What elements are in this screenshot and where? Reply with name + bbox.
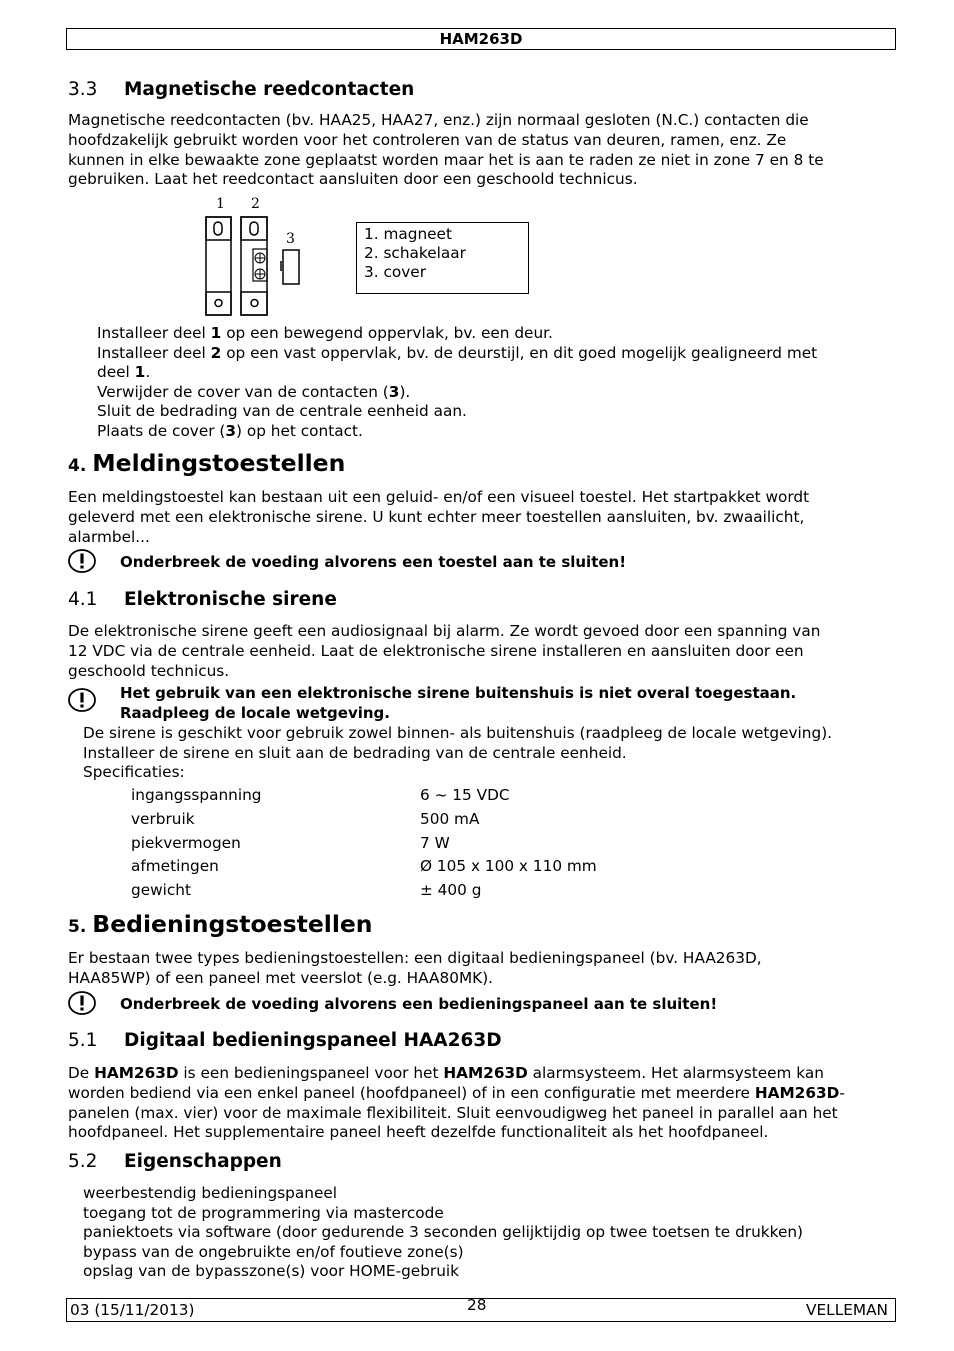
figure-label-3: 3 xyxy=(286,231,295,247)
list-item: weerbestendig bedieningspaneel xyxy=(83,1184,338,1202)
step-text: ). xyxy=(399,382,411,401)
spec-value: 6 ~ 15 VDC xyxy=(420,786,510,804)
list-item: toegang tot de programmering via mastercode xyxy=(83,1203,444,1222)
paragraph-meldingstoestellen xyxy=(68,488,888,547)
step-line xyxy=(97,324,887,344)
text-run: De xyxy=(68,1064,95,1082)
header-title: HAM263D xyxy=(439,30,523,48)
text-line: Een meldingstoestel kan bestaan uit een geluid- en/of een visueel toestel. Het startpakket wordt xyxy=(68,488,810,506)
product-code: HAM263D xyxy=(443,1064,528,1082)
step-line xyxy=(97,383,887,403)
step-text: Sluit de bedrading van de centrale eenheid aan. xyxy=(97,402,467,421)
section-number: 5.1 xyxy=(68,1030,98,1051)
text-line: kunnen in elke bewaakte zone geplaatst worden maar het is aan te raden ze niet in zone 7 en 8 te xyxy=(68,150,824,169)
section-title: Magnetische reedcontacten xyxy=(124,79,415,100)
text-line: De elektronische sirene geeft een audiosignaal bij alarm. Ze wordt gevoed door een spanning van xyxy=(68,622,821,640)
spec-value: ± 400 g xyxy=(420,881,482,899)
sirene-notes xyxy=(83,724,832,783)
section-title: Eigenschappen xyxy=(124,1151,282,1172)
spec-key: piekvermogen xyxy=(131,834,241,852)
text-line: hoofdpaneel. Het supplementaire paneel heeft dezelfde functionaliteit als het hoofdpaneel. xyxy=(68,1123,769,1142)
step-line xyxy=(97,344,887,364)
step-text: deel xyxy=(97,363,135,382)
page-number: 28 xyxy=(467,1296,487,1314)
step-bold: 2 xyxy=(210,343,222,362)
magnet-part xyxy=(206,217,231,315)
text-line: Er bestaan twee types bedieningstoestellen: een digitaal bedieningspaneel (bv. HAA263D, xyxy=(68,949,762,967)
page-header xyxy=(66,28,896,50)
list-item: paniektoets via software (door gedurende 3 seconden gelijktijdig op twee toetsen te drukken) xyxy=(83,1223,804,1242)
footer-date: 03 (15/11/2013) xyxy=(70,1301,195,1319)
chapter-title: Bedieningstoestellen xyxy=(92,910,373,938)
section-heading-5-1 xyxy=(68,1030,502,1051)
legend-item: 2. schakelaar xyxy=(364,244,466,262)
section-heading-3-3 xyxy=(68,79,414,100)
section-number: 3.3 xyxy=(68,79,98,100)
text-line: geleverd met een elektronische sirene. U kunt echter meer toestellen aansluiten, bv. zwaailicht, xyxy=(68,507,805,526)
text-line: Specificaties: xyxy=(83,763,185,782)
chapter-heading-5 xyxy=(68,910,373,938)
step-text: Installeer deel xyxy=(97,343,211,362)
reedcontact-diagram xyxy=(200,193,310,321)
spec-value: Ø 105 x 100 x 110 mm xyxy=(420,857,597,875)
spec-row xyxy=(131,880,731,904)
list-item: bypass van de ongebruikte en/of foutieve zone(s) xyxy=(83,1242,464,1261)
text-line: panelen (max. vier) voor de maximale flexibiliteit. Sluit eenvoudigweg het paneel in parallel aan het xyxy=(68,1103,838,1122)
text-run: alarmsysteem. Het alarmsysteem kan xyxy=(527,1064,824,1082)
chapter-number: 4. xyxy=(68,456,87,476)
step-text: op een bewegend oppervlak, bv. een deur. xyxy=(221,324,553,342)
spec-key: gewicht xyxy=(131,881,191,899)
paragraph-reedcontacten xyxy=(68,111,888,190)
paragraph-bedieningspaneel xyxy=(68,1064,888,1143)
text-line: 12 VDC via de centrale eenheid. Laat de elektronische sirene installeren en aansluiten door een xyxy=(68,641,804,660)
step-line xyxy=(97,363,887,383)
figure-legend xyxy=(356,222,529,294)
spec-row xyxy=(131,809,731,833)
step-text: Installeer deel xyxy=(97,324,211,342)
section-heading-5-2 xyxy=(68,1151,282,1172)
step-text: ) op het contact. xyxy=(236,421,363,440)
step-text: . xyxy=(145,363,151,382)
step-bold: 1 xyxy=(210,324,222,342)
warning-icon xyxy=(68,991,96,1015)
section-title: Digitaal bedieningspaneel HAA263D xyxy=(124,1030,502,1051)
warning-text: Onderbreek de voeding alvorens een toestel aan te sluiten! xyxy=(120,553,627,571)
product-code: HAM263D xyxy=(754,1083,840,1102)
page-footer xyxy=(66,1298,896,1322)
paragraph-sirene xyxy=(68,622,888,681)
legend-item: 1. magneet xyxy=(364,225,452,243)
step-bold: 3 xyxy=(388,382,400,401)
text-run: is een bedieningspaneel voor het xyxy=(178,1064,444,1082)
legend-item: 3. cover xyxy=(364,263,426,281)
warning-text: Onderbreek de voeding alvorens een bedieningspaneel aan te sluiten! xyxy=(120,995,718,1013)
chapter-number: 5. xyxy=(68,917,87,937)
text-line xyxy=(68,1084,888,1104)
footer-brand: VELLEMAN xyxy=(806,1301,888,1319)
list-item: opslag van de bypasszone(s) voor HOME-gebruik xyxy=(83,1262,460,1281)
step-bold: 1 xyxy=(134,363,146,382)
spec-row xyxy=(131,785,731,809)
text-run: - xyxy=(839,1083,845,1102)
cover-part xyxy=(281,250,299,284)
step-line xyxy=(97,422,887,442)
step-text: Plaats de cover ( xyxy=(97,421,226,440)
paragraph-bedieningstoestellen xyxy=(68,949,888,989)
spec-key: verbruik xyxy=(131,810,195,828)
step-text: Verwijder de cover van de contacten ( xyxy=(97,382,389,401)
text-line: hoofdzakelijk gebruikt worden voor het controleren van de status van deuren, ramen, enz. Ze xyxy=(68,130,787,149)
section-title: Elektronische sirene xyxy=(124,589,337,610)
spec-row xyxy=(131,833,731,857)
spec-key: ingangsspanning xyxy=(131,786,262,804)
text-line: alarmbel... xyxy=(68,527,150,546)
text-line: geschoold technicus. xyxy=(68,661,230,680)
text-line: gebruiken. Laat het reedcontact aansluiten door een geschoold technicus. xyxy=(68,170,638,189)
warning-text xyxy=(120,683,796,723)
spec-value: 7 W xyxy=(420,834,450,852)
chapter-heading-4 xyxy=(68,449,345,477)
warning-icon xyxy=(68,688,96,712)
switch-part xyxy=(241,217,267,315)
section-heading-4-1 xyxy=(68,589,337,610)
figure-label-2: 2 xyxy=(251,196,260,212)
installation-steps xyxy=(97,324,887,442)
warning-icon xyxy=(68,549,96,573)
warning-line: Het gebruik van een elektronische sirene buitenshuis is niet overal toegestaan. xyxy=(120,684,797,702)
spec-key: afmetingen xyxy=(131,857,219,875)
text-line: HAA85WP) of een paneel met veerslot (e.g. HAA80MK). xyxy=(68,968,494,987)
spec-value: 500 mA xyxy=(420,810,480,828)
features-list xyxy=(83,1184,803,1282)
text-line xyxy=(68,1064,888,1084)
product-code: HAM263D xyxy=(94,1064,179,1082)
text-line: Installeer de sirene en sluit aan de bedrading van de centrale eenheid. xyxy=(83,743,627,762)
text-run: worden bediend via een enkel paneel (hoofdpaneel) of in een configuratie met meerdere xyxy=(68,1083,755,1102)
step-line xyxy=(97,402,887,422)
step-text: op een vast oppervlak, bv. de deurstijl, en dit goed mogelijk gealigneerd met xyxy=(221,343,818,362)
section-number: 4.1 xyxy=(68,589,98,610)
warning-line: Raadpleeg de locale wetgeving. xyxy=(120,704,390,722)
text-line: De sirene is geschikt voor gebruik zowel binnen- als buitenshuis (raadpleeg de locale wetgeving). xyxy=(83,724,833,742)
text-line: Magnetische reedcontacten (bv. HAA25, HAA27, enz.) zijn normaal gesloten (N.C.) contacten die xyxy=(68,111,809,129)
step-bold: 3 xyxy=(225,421,237,440)
figure-label-1: 1 xyxy=(216,196,225,212)
spec-row xyxy=(131,856,731,880)
chapter-title: Meldingstoestellen xyxy=(92,449,346,477)
section-number: 5.2 xyxy=(68,1151,98,1172)
